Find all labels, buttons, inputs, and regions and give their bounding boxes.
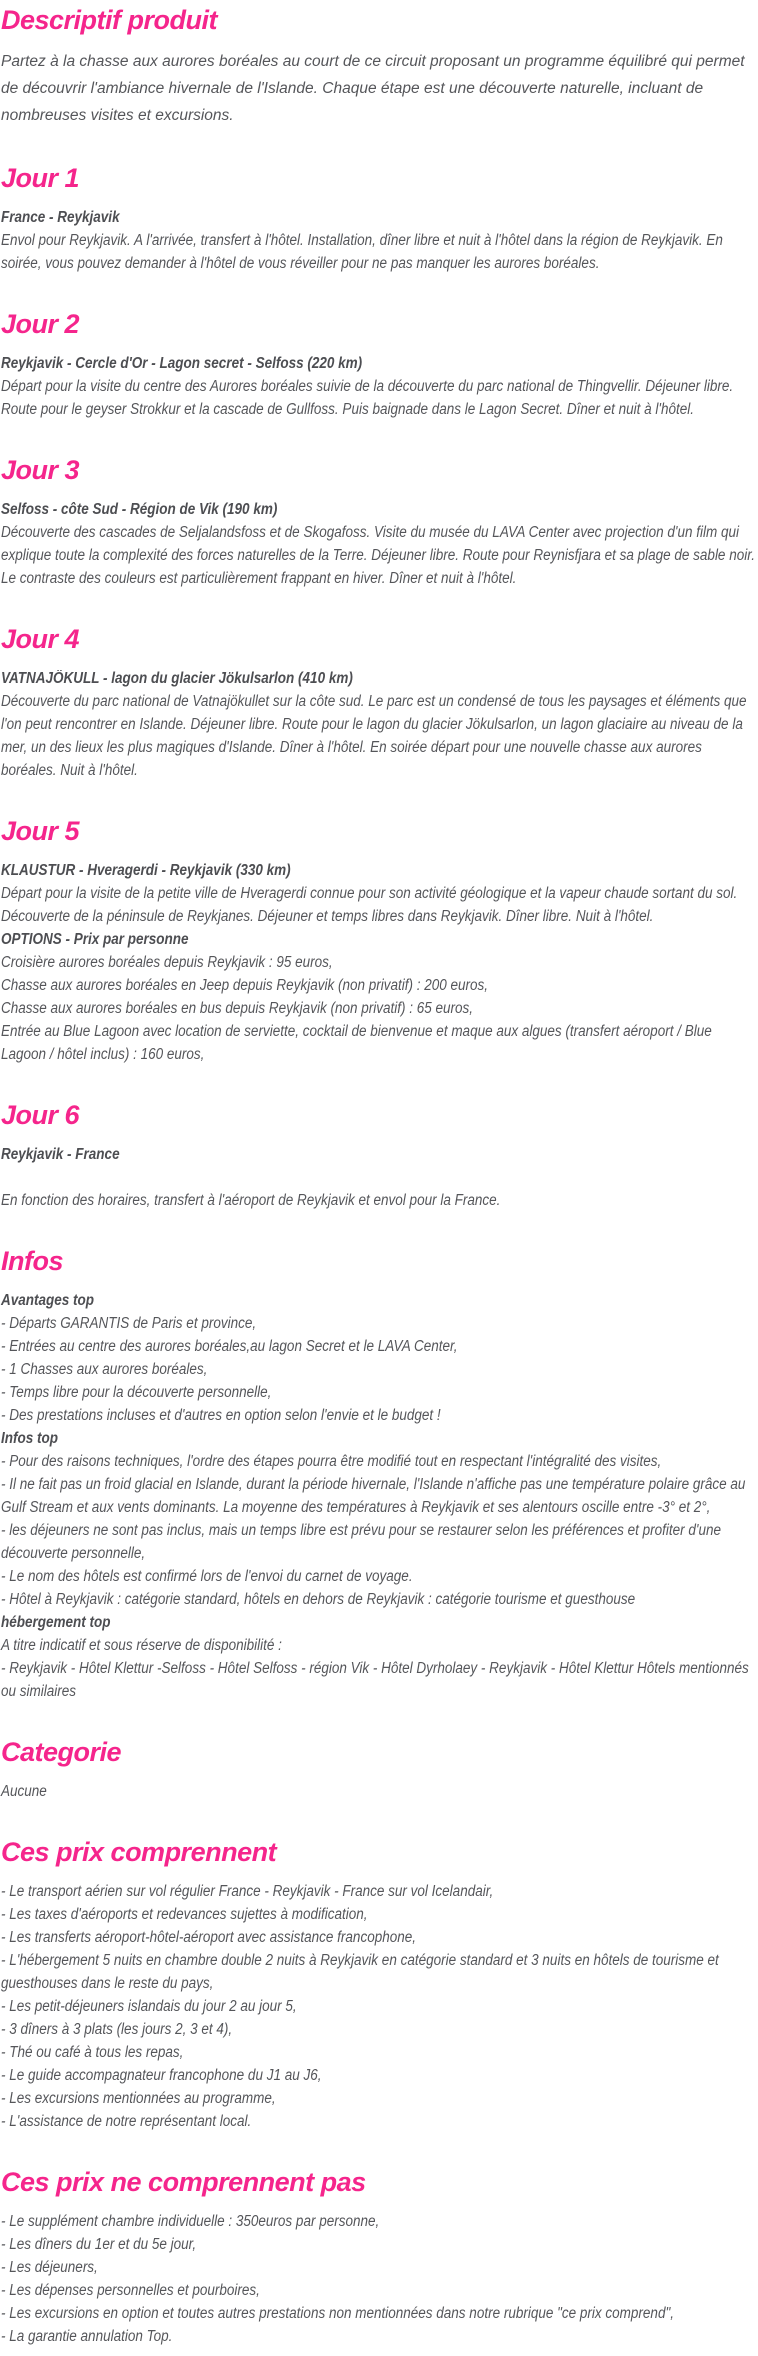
list-item: - L'hébergement 5 nuits en chambre double 2 nuits à Reykjavik en catégorie standard et 3 nuits en hôtels de tourisme et guesthouses dans le reste du pays, xyxy=(1,1952,719,1992)
excluded-prices-list xyxy=(1,2210,758,2348)
day-route-subtitle: Selfoss - côte Sud - Région de Vik (190 km) xyxy=(1,501,278,518)
day-description: En fonction des horaires, transfert à l'aéroport de Reykjavik et envol pour la France. xyxy=(1,1192,501,1209)
list-item: - La garantie annulation Top. xyxy=(1,2328,173,2345)
list-item: - Les petit-déjeuners islandais du jour 2 au jour 5, xyxy=(1,1998,297,2015)
section-prix-ne-comprennent-pas xyxy=(1,2167,756,2348)
list-item: - Des prestations incluses et d'autres en option selon l'envie et le budget ! xyxy=(1,1407,441,1424)
list-item: - Les excursions mentionnées au programme, xyxy=(1,2090,276,2107)
day-route-subtitle: Reykjavik - Cercle d'Or - Lagon secret - Selfoss (220 km) xyxy=(1,355,363,372)
list-item: - 3 dîners à 3 plats (les jours 2, 3 et 4), xyxy=(1,2021,233,2038)
day-description: Départ pour la visite de la petite ville de Hveragerdi connue pour son activité géologique et la vapeur chaude sortant du sol. Découverte de la péninsule de Reykjanes. Déjeuner et temps libres dans Reykjavik. Dîner libre. Nuit à l'hôtel. xyxy=(1,885,738,925)
options-list xyxy=(1,951,758,1066)
list-item: - Hôtel à Reykjavik : catégorie standard, hôtels en dehors de Reykjavik : catégorie tourisme et guesthouse xyxy=(1,1591,636,1608)
section-heading: Jour 5 xyxy=(1,816,80,846)
list-item: - Entrées au centre des aurores boréales,au lagon Secret et le LAVA Center, xyxy=(1,1338,458,1355)
options-title: OPTIONS - Prix par personne xyxy=(1,931,189,948)
section-heading: Jour 1 xyxy=(1,163,80,193)
day-description: Découverte des cascades de Seljalandsfoss et de Skogafoss. Visite du musée du LAVA Center avec projection d'un film qui explique toute la complexité des forces naturelles de la Terre. Déjeuner libre. Route pour Reynisfjara et sa plage de sable noir. Le contraste des couleurs est particulièrement frappant en hiver. Dîner et nuit à l'hôtel. xyxy=(1,524,755,587)
list-item: - Les déjeuners, xyxy=(1,2259,98,2276)
section-heading: Jour 4 xyxy=(1,624,80,654)
list-item: - Les dîners du 1er et du 5e jour, xyxy=(1,2236,197,2253)
list-item: - Pour des raisons techniques, l'ordre des étapes pourra être modifié tout en respectant l'intégralité des visites, xyxy=(1,1453,662,1470)
hebergement-list xyxy=(1,1634,758,1703)
list-item: - Les taxes d'aéroports et redevances sujettes à modification, xyxy=(1,1906,368,1923)
section-jour-4 xyxy=(1,624,756,782)
section-prix-comprennent xyxy=(1,1837,756,2133)
section-jour-2 xyxy=(1,309,756,421)
day-description: Envol pour Reykjavik. A l'arrivée, transfert à l'hôtel. Installation, dîner libre et nuit à l'hôtel dans la région de Reykjavik. En soirée, vous pouvez demander à l'hôtel de vous réveiller pour ne pas manquer les aurores boréales. xyxy=(1,232,723,272)
day-route-subtitle: Reykjavik - France xyxy=(1,1146,120,1163)
infos-top-list xyxy=(1,1450,758,1611)
list-item: - Les excursions en option et toutes autres prestations non mentionnées dans notre rubrique "ce prix comprend", xyxy=(1,2305,674,2322)
day-route-subtitle: France - Reykjavik xyxy=(1,209,120,226)
list-item: - Les transferts aéroport-hôtel-aéroport avec assistance francophone, xyxy=(1,1929,416,1946)
list-item: - Temps libre pour la découverte personnelle, xyxy=(1,1384,272,1401)
section-heading: Ces prix ne comprennent pas xyxy=(1,2167,366,2197)
section-heading: Ces prix comprennent xyxy=(1,1837,277,1867)
section-heading: Jour 3 xyxy=(1,455,80,485)
section-jour-6 xyxy=(1,1100,756,1212)
list-item: Croisière aurores boréales depuis Reykjavik : 95 euros, xyxy=(1,954,333,971)
list-item: Chasse aux aurores boréales en Jeep depuis Reykjavik (non privatif) : 200 euros, xyxy=(1,977,489,994)
categorie-value: Aucune xyxy=(1,1783,47,1800)
section-jour-5 xyxy=(1,816,756,1066)
day-description: Départ pour la visite du centre des Aurores boréales suivie de la découverte du parc national de Thingvellir. Déjeuner libre. Route pour le geyser Strokkur et la cascade de Gullfoss. Puis baignade dans le Lagon Secret. Dîner et nuit à l'hôtel. xyxy=(1,378,734,418)
section-jour-3 xyxy=(1,455,756,590)
section-descriptif-produit xyxy=(1,5,756,129)
included-prices-list xyxy=(1,1880,758,2133)
list-item: A titre indicatif et sous réserve de disponibilité : xyxy=(1,1637,282,1654)
infos-group-title: Avantages top xyxy=(1,1292,95,1309)
section-jour-1 xyxy=(1,163,756,275)
list-item: - Les dépenses personnelles et pourboires, xyxy=(1,2282,260,2299)
section-infos xyxy=(1,1246,756,1703)
section-heading: Jour 6 xyxy=(1,1100,80,1130)
list-item: - Le guide accompagnateur francophone du J1 au J6, xyxy=(1,2067,322,2084)
list-item: - Le nom des hôtels est confirmé lors de l'envoi du carnet de voyage. xyxy=(1,1568,413,1585)
day-description: Découverte du parc national de Vatnajökullet sur la côte sud. Le parc est un condensé de tous les paysages et éléments que l'on peut rencontrer en Islande. Déjeuner libre. Route pour le lagon du glacier Jökulsarlon, un lagon glaciaire au niveau de la mer, un des lieux les plus magiques d'Islande. Dîner à l'hôtel. En soirée départ pour une nouvelle chasse aux aurores boréales. Nuit à l'hôtel. xyxy=(1,693,747,779)
list-item: - Le supplément chambre individuelle : 350euros par personne, xyxy=(1,2213,380,2230)
advantages-list xyxy=(1,1312,758,1427)
infos-group-title: Infos top xyxy=(1,1430,58,1447)
day-route-subtitle: KLAUSTUR - Hveragerdi - Reykjavik (330 km) xyxy=(1,862,291,879)
list-item: - Le transport aérien sur vol régulier France - Reykjavik - France sur vol Icelandair, xyxy=(1,1883,494,1900)
list-item: - les déjeuners ne sont pas inclus, mais un temps libre est prévu pour se restaurer selon les préférences et profiter d'une découverte personnelle, xyxy=(1,1522,721,1562)
section-heading: Jour 2 xyxy=(1,309,80,339)
intro-paragraph: Partez à la chasse aux aurores boréales au court de ce circuit proposant un programme équilibré qui permet de découvrir l'ambiance hivernale de l'Islande. Chaque étape est une découverte naturelle, incluant de nombreuses visites et excursions. xyxy=(1,53,745,124)
section-heading: Categorie xyxy=(1,1737,122,1767)
list-item: - Thé ou café à tous les repas, xyxy=(1,2044,184,2061)
list-item: - 1 Chasses aux aurores boréales, xyxy=(1,1361,208,1378)
list-item: - Reykjavik - Hôtel Klettur -Selfoss - Hôtel Selfoss - région Vik - Hôtel Dyrholaey - Reykjavik - Hôtel Klettur Hôtels mentionnés ou similaires xyxy=(1,1660,749,1700)
list-item: Chasse aux aurores boréales en bus depuis Reykjavik (non privatif) : 65 euros, xyxy=(1,1000,474,1017)
list-item: - L'assistance de notre représentant local. xyxy=(1,2113,252,2130)
list-item: Entrée au Blue Lagoon avec location de serviette, cocktail de bienvenue et maque aux algues (transfert aéroport / Blue Lagoon / hôtel inclus) : 160 euros, xyxy=(1,1023,712,1063)
section-heading: Infos xyxy=(1,1246,63,1276)
list-item: - Il ne fait pas un froid glacial en Islande, durant la période hivernale, l'Islande n'affiche pas une température polaire grâce au Gulf Stream et aux vents dominants. La moyenne des températures à Reykjavik et ses alentours oscille entre -3° et 2°, xyxy=(1,1476,746,1516)
infos-group-title: hébergement top xyxy=(1,1614,111,1631)
day-route-subtitle: VATNAJÖKULL - lagon du glacier Jökulsarlon (410 km) xyxy=(1,670,353,687)
section-categorie xyxy=(1,1737,756,1803)
section-heading: Descriptif produit xyxy=(1,5,218,35)
list-item: - Départs GARANTIS de Paris et province, xyxy=(1,1315,257,1332)
